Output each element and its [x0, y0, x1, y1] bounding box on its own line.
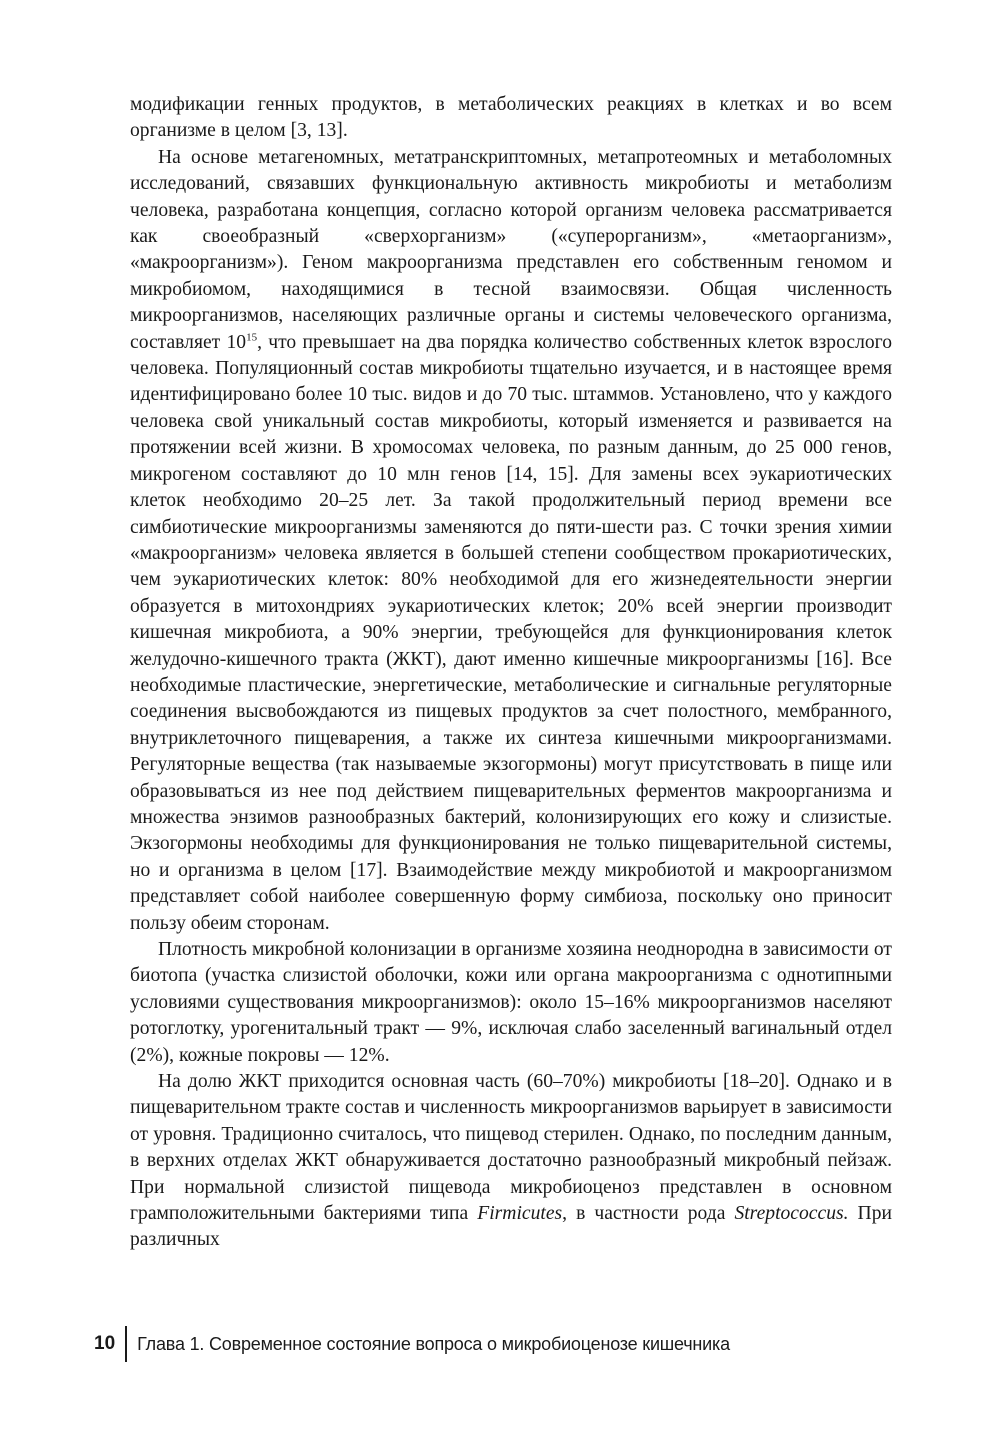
- footer-divider: [125, 1326, 127, 1362]
- paragraph-colonization-density: [130, 937, 892, 1069]
- exponent-superscript: 15: [246, 331, 258, 344]
- paragraph-3-text: Плотность микробной колонизации в организме хозяина неоднородна в зависимости от биотопа (участка слизистой оболочки, кожи или органа макроорганизма с однотипными условиями существования микроорганизмов): около 15–16% микроорганизмов населяют ротоглотку, урогенитальный тракт — 9%, исключая слабо заселенный вагинальный отдел (2%), кожные покровы — 12%.: [130, 939, 892, 1066]
- italic-term-firmicutes: Firmicutes: [477, 1203, 563, 1225]
- paragraph-1-text: модификации генных продуктов, в метаболических реакциях в клетках и во всем организме в целом [3, 13].: [130, 94, 892, 142]
- paragraph-2-text-after-superscript: , что превышает на два порядка количество собственных клеток взрослого человека. Популяционный состав микробиоты тщательно изучается, и в настоящее время идентифицировано более 10 тыс. видов и до 70 тыс. штаммов. Установлено, что у каждого человека свой уникальный состав микробиоты, который изменяется и развивается на протяжении всей жизни. В хромосомах человека, по разным данным, до 25 000 генов, микрогеном составляют до 10 млн генов [14, 15]. Для замены всех эукариотических клеток необходимо 20–25 лет. За такой продолжительный период времени все симбиотические микроорганизмы заменяются до пяти-шести раз. С точки зрения химии «макроорганизм» человека является в большей степени сообществом прокариотических, чем эукариотических клеток: 80% необходимой для его жизнедеятельности энергии образуется в митохондриях эукариотических клеток; 20% всей энергии производит кишечная микробиота, а 90% энергии, требующейся для функционирования клеток желудочно-кишечного тракта (ЖКТ), дают именно кишечные микроорганизмы [16]. Все необходимые пластические, энергетические, метаболические и сигнальные регуляторные соединения высвобождаются из пищевых продуктов за счет полостного, мембранного, внутриклеточного пищеварения, а также их синтеза кишечными микроорганизмами. Регуляторные вещества (так называемые экзогормоны) могут присутствовать в пище или образовываться из нее под действием пищеварительных ферментов макроорганизма и множества энзимов разнообразных бактерий, колонизирующих его кожу и слизистые. Экзогормоны необходимы для функционирования не только пищеварительной системы, но и организма в целом [17]. Взаимодействие между микробиотой и макроорганизмом представляет собой наиболее совершенную форму симбиоза, поскольку оно приносит пользу обеим сторонам.: [130, 331, 892, 934]
- paragraph-2-text-before-superscript: На основе метагеномных, метатранскриптомных, метапротеомных и метаболомных исследований, связавших функциональную активность микробиоты и метаболизм человека, разработана концепция, согласно которой организм человека рассматривается как своеобразный «сверхорганизм» («суперорганизм», «метаорганизм», «макроорганизм»). Геном макроорганизма представлен его собственным геномом и микробиомом, находящимися в тесной взаимосвязи. Общая численность микроорганизмов, населяющих различные органы и системы человеческого организма, составляет 10: [130, 146, 892, 353]
- paragraph-superorganism: [130, 145, 892, 937]
- page-number: 10: [94, 1333, 116, 1354]
- page-body: [130, 92, 892, 1254]
- italic-term-streptococcus: Streptococcus.: [734, 1203, 849, 1225]
- paragraph-4-text-part-3: При различных: [130, 1203, 892, 1251]
- paragraph-continuation: [130, 92, 892, 145]
- paragraph-4-text-part-1: На долю ЖКТ приходится основная часть (60–70%) микробиоты [18–20]. Однако и в пищеварительном тракте состав и численность микроорганизмов варьирует в зависимости от уровня. Традиционно считалось, что пищевод стерилен. Однако, по последним данным, в верхних отделах ЖКТ обнаруживается достаточно разнообразный микробный пейзаж. При нормальной слизистой пищевода микробиоценоз представлен в основном грамположительными бактериями типа: [130, 1071, 892, 1225]
- paragraph-gi-tract: [130, 1069, 892, 1254]
- page-footer: [94, 1324, 730, 1364]
- paragraph-4-text-part-2: , в частности рода: [562, 1203, 735, 1225]
- running-chapter-title: Глава 1. Современное состояние вопроса о микробиоценозе кишечника: [137, 1333, 730, 1354]
